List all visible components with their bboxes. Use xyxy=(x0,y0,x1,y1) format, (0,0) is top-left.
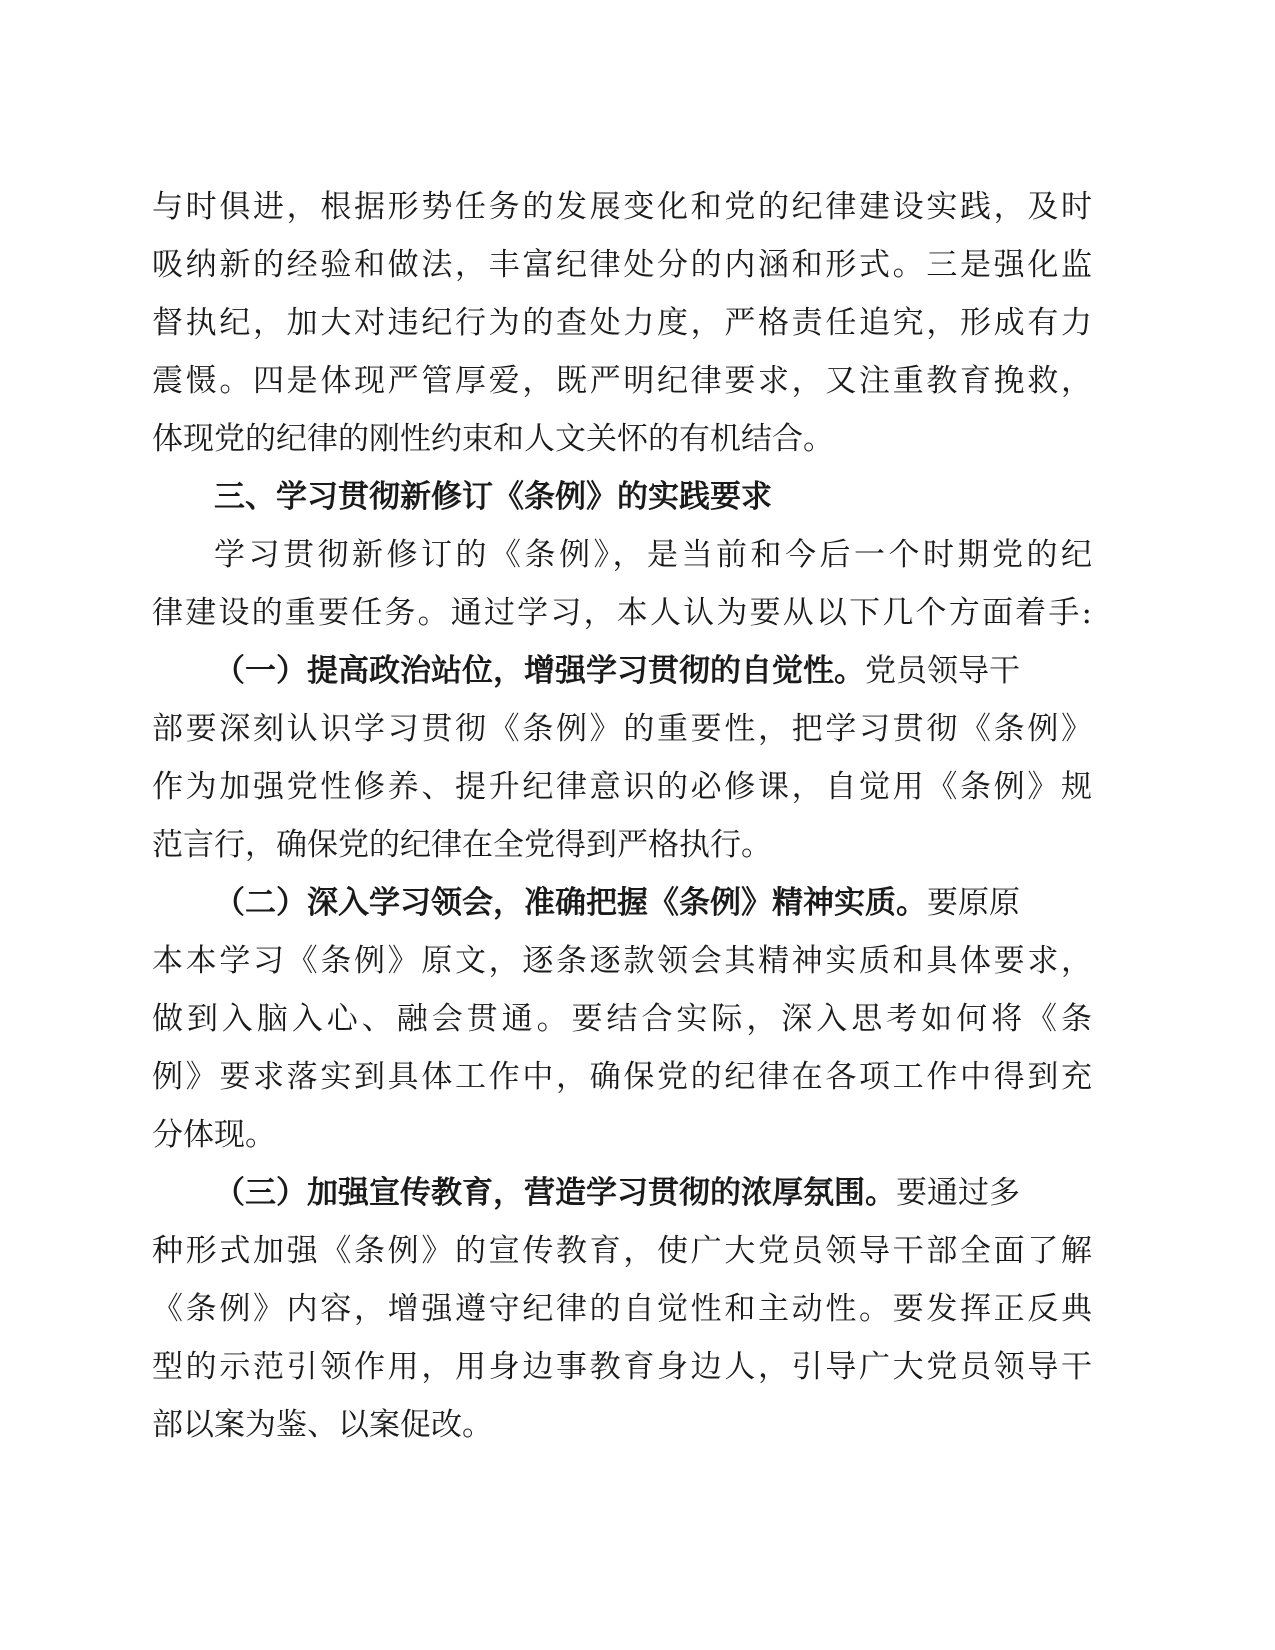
item-text: 党员领导干 xyxy=(865,653,1020,689)
paragraph-line: 督执纪，加大对违纪行为的查处力度，严格责任追究，形成有力 xyxy=(152,305,1092,341)
paragraph-line: 例》要求落实到具体工作中，确保党的纪律在各项工作中得到充 xyxy=(152,1059,1092,1095)
item-text: 要原原 xyxy=(927,885,1020,921)
item-first-line xyxy=(214,642,1020,700)
paragraph-line: 本本学习《条例》原文，逐条逐款领会其精神实质和具体要求， xyxy=(152,943,1092,979)
paragraph-line: 吸纳新的经验和做法，丰富纪律处分的内涵和形式。三是强化监 xyxy=(152,247,1092,283)
paragraph-line: 震慑。四是体现严管厚爱，既严明纪律要求，又注重教育挽救， xyxy=(152,363,1092,399)
paragraph-line: 与时俱进，根据形势任务的发展变化和党的纪律建设实践，及时 xyxy=(152,189,1092,225)
paragraph-line: 型的示范引领作用，用身边事教育身边人，引导广大党员领导干 xyxy=(152,1349,1092,1385)
paragraph-line: 做到入脑入心、融会贯通。要结合实际，深入思考如何将《条 xyxy=(152,1001,1092,1037)
item-lead: （三）加强宣传教育，营造学习贯彻的浓厚氛围。 xyxy=(214,1175,896,1211)
section-heading: 三、学习贯彻新修订《条例》的实践要求 xyxy=(214,479,772,515)
paragraph-line: 律建设的重要任务。通过学习，本人认为要从以下几个方面着手: xyxy=(152,595,1092,631)
item-first-line xyxy=(214,874,1020,932)
item-lead: （二）深入学习领会，准确把握《条例》精神实质。 xyxy=(214,885,927,921)
paragraph-line: 部要深刻认识学习贯彻《条例》的重要性，把学习贯彻《条例》 xyxy=(152,711,1092,747)
paragraph-line: 体现党的纪律的刚性约束和人文关怀的有机结合。 xyxy=(152,421,834,457)
paragraph-line: 学习贯彻新修订的《条例》，是当前和今后一个时期党的纪 xyxy=(214,537,1092,573)
item-text: 要通过多 xyxy=(896,1175,1020,1211)
paragraph-line: 种形式加强《条例》的宣传教育，使广大党员领导干部全面了解 xyxy=(152,1233,1092,1269)
paragraph-line: 作为加强党性修养、提升纪律意识的必修课，自觉用《条例》规 xyxy=(152,769,1092,805)
paragraph-line: 部以案为鉴、以案促改。 xyxy=(152,1407,493,1443)
paragraph-line: 《条例》内容，增强遵守纪律的自觉性和主动性。要发挥正反典 xyxy=(152,1291,1092,1327)
item-first-line xyxy=(214,1164,1020,1222)
paragraph-line: 范言行，确保党的纪律在全党得到严格执行。 xyxy=(152,827,772,863)
paragraph-line: 分体现。 xyxy=(152,1117,276,1153)
item-lead: （一）提高政治站位，增强学习贯彻的自觉性。 xyxy=(214,653,865,689)
